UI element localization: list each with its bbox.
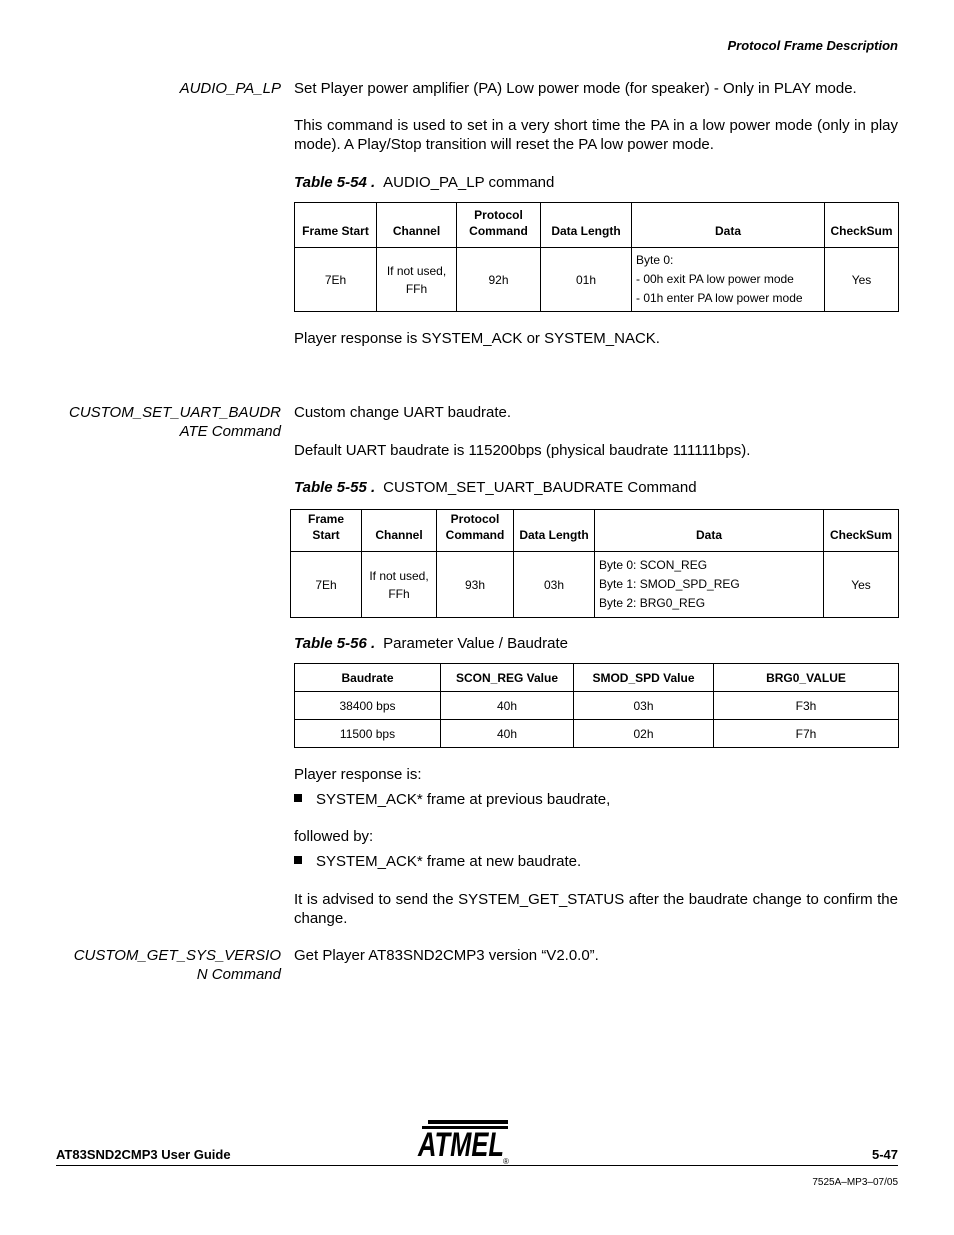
logo-text: ATMEL: [417, 1126, 504, 1164]
col-protocol-command: Protocol Command: [457, 203, 541, 248]
bullet-square-icon: [294, 794, 302, 802]
table-number: Table 5-56 .: [294, 635, 376, 652]
cell-checksum: Yes: [825, 248, 899, 312]
cell-scon: 40h: [441, 692, 574, 720]
cell-data: Byte 0: - 00h exit PA low power mode - 01h enter PA low power mode: [632, 248, 825, 312]
uart-baudrate-table: [290, 509, 899, 618]
page-header-title: Protocol Frame Description: [727, 38, 898, 53]
col-protocol-command: Protocol Command: [437, 510, 514, 552]
table-number: Table 5-55 .: [294, 479, 376, 496]
table-caption-5-56: [294, 634, 568, 653]
table-row: [295, 692, 899, 720]
section-label-audio-pa-lp: AUDIO_PA_LP: [179, 80, 281, 97]
audio-response: Player response is SYSTEM_ACK or SYSTEM_NACK.: [294, 330, 660, 347]
col-channel: Channel: [362, 510, 437, 552]
col-baudrate: Baudrate: [295, 664, 441, 692]
table-caption-5-54: [294, 173, 554, 192]
footer-page-number: 5-47: [871, 1147, 898, 1162]
col-checksum: CheckSum: [824, 510, 899, 552]
bullet-square-icon: [294, 856, 302, 864]
cell-command: 93h: [437, 552, 514, 618]
uart-response-intro: Player response is:: [294, 766, 422, 783]
cell-frame-start: 7Eh: [291, 552, 362, 618]
col-brg0: BRG0_VALUE: [714, 664, 899, 692]
atmel-logo: [416, 1118, 512, 1164]
cell-baudrate: 38400 bps: [295, 692, 441, 720]
cell-channel: If not used, FFh: [377, 248, 457, 312]
cell-frame-start: 7Eh: [295, 248, 377, 312]
followed-by: followed by:: [294, 828, 374, 845]
footer-divider: [56, 1165, 898, 1166]
uart-default: Default UART baudrate is 115200bps (physical baudrate 111111bps).: [294, 442, 751, 459]
col-smod-spd: SMOD_SPD Value: [574, 664, 714, 692]
cell-length: 01h: [541, 248, 632, 312]
version-summary: Get Player AT83SND2CMP3 version “V2.0.0”.: [294, 947, 599, 964]
table-row: [295, 248, 899, 312]
cell-baudrate: 11500 bps: [295, 720, 441, 748]
col-frame-start: Frame Start: [295, 203, 377, 248]
table-title: Parameter Value / Baudrate: [383, 635, 568, 652]
cell-channel: If not used, FFh: [362, 552, 437, 618]
table-row: [291, 552, 899, 618]
table-title: CUSTOM_SET_UART_BAUDRATE Command: [383, 479, 697, 496]
table-number: Table 5-54 .: [294, 174, 376, 191]
cell-brg0: F7h: [714, 720, 899, 748]
section-label-get-sys-version: CUSTOM_GET_SYS_VERSIO N Command: [73, 947, 281, 983]
cell-smod: 03h: [574, 692, 714, 720]
bullet-item: SYSTEM_ACK* frame at previous baudrate,: [294, 790, 610, 809]
audio-pa-lp-table: [294, 202, 899, 312]
audio-summary: Set Player power amplifier (PA) Low power mode (for speaker) - Only in PLAY mode.: [294, 80, 857, 97]
col-data: Data: [632, 203, 825, 248]
footer-guide-title: AT83SND2CMP3 User Guide: [56, 1147, 231, 1162]
col-checksum: CheckSum: [825, 203, 899, 248]
cell-scon: 40h: [441, 720, 574, 748]
col-frame-start: Frame Start: [291, 510, 362, 552]
cell-checksum: Yes: [824, 552, 899, 618]
table-title: AUDIO_PA_LP command: [383, 174, 555, 191]
footer-doc-code: 7525A–MP3–07/05: [812, 1177, 898, 1188]
uart-summary: Custom change UART baudrate.: [294, 404, 512, 421]
registered-mark: ®: [503, 1157, 509, 1164]
audio-description: This command is used to set in a very short time the PA in a low power mode (only in play mode). A Play/Stop transition will reset the PA low power mode.: [294, 117, 898, 153]
col-data-length: Data Length: [514, 510, 595, 552]
cell-brg0: F3h: [714, 692, 899, 720]
cell-command: 92h: [457, 248, 541, 312]
bullet-item: SYSTEM_ACK* frame at new baudrate.: [294, 852, 581, 871]
section-label-set-uart-baudrate: CUSTOM_SET_UART_BAUDR ATE Command: [69, 404, 281, 440]
col-scon-reg: SCON_REG Value: [441, 664, 574, 692]
table-caption-5-55: [294, 478, 697, 497]
table-row: [295, 720, 899, 748]
cell-data: Byte 0: SCON_REG Byte 1: SMOD_SPD_REG Byte 2: BRG0_REG: [595, 552, 824, 618]
cell-smod: 02h: [574, 720, 714, 748]
col-data: Data: [595, 510, 824, 552]
parameter-baudrate-table: [294, 663, 899, 748]
col-channel: Channel: [377, 203, 457, 248]
col-data-length: Data Length: [541, 203, 632, 248]
uart-advice: It is advised to send the SYSTEM_GET_STATUS after the baudrate change to confirm the change.: [294, 891, 898, 927]
cell-length: 03h: [514, 552, 595, 618]
